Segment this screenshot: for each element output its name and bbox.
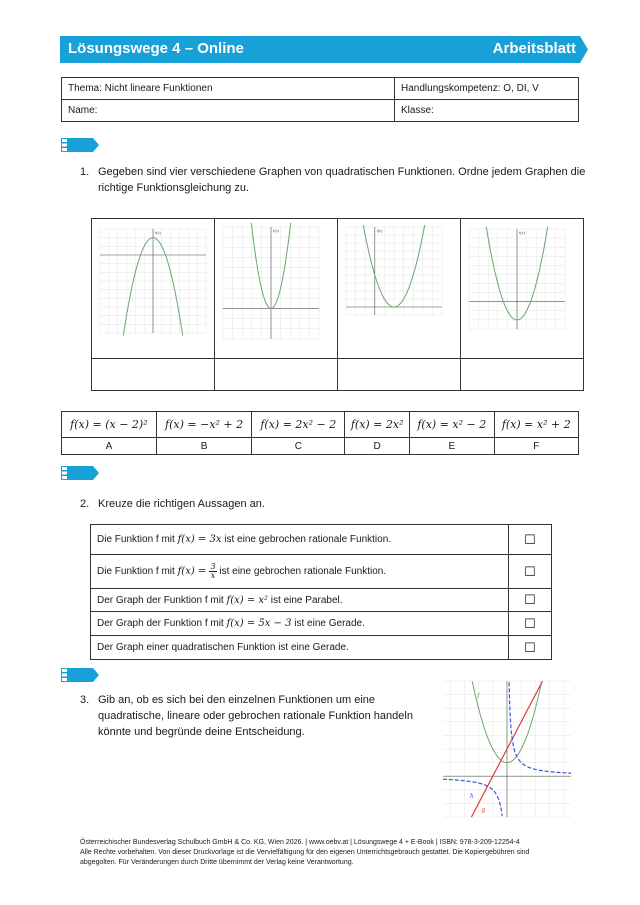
statement-3: Der Graph der Funktion f mit f(x) = x² ist eine Parabel. — [91, 589, 509, 612]
equation-letter: D — [345, 438, 410, 455]
task3-text — [98, 692, 413, 740]
task3-line3: könnte und begründe deine Entscheidung. — [98, 726, 305, 738]
statement-checkbox-1[interactable]: ☐ — [509, 525, 552, 555]
statement-5: Der Graph einer quadratischen Funktion ist eine Gerade. — [91, 636, 509, 660]
statement-checkbox-2[interactable]: ☐ — [509, 555, 552, 589]
statement-checkbox-5[interactable]: ☐ — [509, 636, 552, 660]
equation-formula: f(x) = x² − 2 — [410, 412, 494, 438]
graph-cell-1 — [92, 219, 215, 359]
equation-letter: A — [62, 438, 157, 455]
equation-letter: C — [252, 438, 345, 455]
statement-checkbox-4[interactable]: ☐ — [509, 612, 552, 636]
statements-table — [90, 524, 552, 660]
label-h: h — [470, 792, 474, 800]
parabola-graph-4 — [461, 219, 583, 353]
equation-formula: f(x) = x² + 2 — [494, 412, 578, 438]
header-right: Arbeitsblatt — [492, 40, 576, 57]
statement-2: Die Funktion f mit f(x) = $\frac{3}{x}$ ist eine gebrochen rationale Funktion. — [91, 555, 509, 589]
task2-number: 2. — [80, 498, 90, 510]
task1-text — [98, 164, 585, 196]
task3-line2: quadratische, lineare oder gebrochen rationale Funktion handeln — [98, 710, 413, 722]
footer-line3: abgegolten. Für Veränderungen durch Dritte übernimmt der Verlag keine Verantwortung. — [80, 859, 354, 866]
equation-formula: f(x) = 2x² — [345, 412, 410, 438]
equation-formula: f(x) = 2x² − 2 — [252, 412, 345, 438]
answer-cell-3[interactable] — [338, 359, 461, 391]
topic-cell: Thema: Nicht lineare Funktionen — [62, 78, 395, 100]
parabola-graph-1 — [92, 219, 214, 353]
parabola-graph-3 — [338, 219, 460, 353]
class-cell[interactable]: Klasse: — [395, 100, 579, 122]
label-f: f — [477, 692, 480, 700]
footer-line2: Alle Rechte vorbehalten. Von dieser Druckvorlage ist die Vervielfältigung für den eigenen Unterrichtsgebrauch gestattet. Die Kopiergebühren sind — [80, 849, 530, 856]
header-title: Lösungswege 4 – Online — [68, 40, 244, 57]
footer — [80, 838, 580, 868]
equation-formula: f(x) = (x − 2)² — [62, 412, 157, 438]
name-cell[interactable]: Name: — [62, 100, 395, 122]
task-badge-icon — [61, 138, 99, 152]
task-badge-icon — [61, 668, 99, 682]
statement-4: Der Graph der Funktion f mit f(x) = 5x − 3 ist eine Gerade. — [91, 612, 509, 636]
task2-text: Kreuze die richtigen Aussagen an. — [98, 498, 265, 510]
functions-graph — [441, 679, 573, 819]
graph-cell-4 — [461, 219, 584, 359]
task1-line1: Gegeben sind vier verschiedene Graphen von quadratischen Funktionen. Ordne jedem Graphen die — [98, 166, 586, 178]
equation-letter: E — [410, 438, 494, 455]
equation-formula: f(x) = −x² + 2 — [156, 412, 252, 438]
axis-label: f(x) — [155, 230, 161, 235]
axis-label: f(x) — [376, 228, 383, 233]
answer-cell-4[interactable] — [461, 359, 584, 391]
footer-line1: Österreichischer Bundesverlag Schulbuch GmbH & Co. KG, Wien 2026. | www.oebv.at | Lösungswege 4 + E-Book | ISBN: 978-3-209-12254-4 — [80, 839, 520, 846]
task-badge-icon — [61, 466, 99, 480]
equations-table — [61, 411, 579, 455]
task1-line2: richtige Funktionsgleichung zu. — [98, 182, 250, 194]
answer-cell-2[interactable] — [215, 359, 338, 391]
axis-label: f(x) — [519, 230, 525, 235]
fraction: $\frac{3}{x}$ — [210, 562, 216, 580]
competence-cell: Handlungskompetenz: O, DI, V — [395, 78, 579, 100]
graph-grid — [346, 227, 442, 315]
statement-checkbox-3[interactable]: ☐ — [509, 589, 552, 612]
parabola-graph-2 — [215, 219, 337, 353]
graph-cell-3 — [338, 219, 461, 359]
statement-1: Die Funktion f mit f(x) = 3x ist eine gebrochen rationale Funktion. — [91, 525, 509, 555]
task3-line1: Gib an, ob es sich bei den einzelnen Funktionen um eine — [98, 694, 376, 706]
label-g: g — [481, 806, 486, 814]
equation-letter: B — [156, 438, 252, 455]
graph-cell-2 — [215, 219, 338, 359]
header-banner — [60, 36, 588, 63]
info-table — [61, 77, 579, 122]
task3-number: 3. — [80, 694, 90, 706]
graphs-table — [91, 218, 584, 391]
equation-letter: F — [494, 438, 578, 455]
answer-cell-1[interactable] — [92, 359, 215, 391]
task1-number: 1. — [80, 166, 90, 178]
axis-label: f(x) — [273, 228, 279, 233]
